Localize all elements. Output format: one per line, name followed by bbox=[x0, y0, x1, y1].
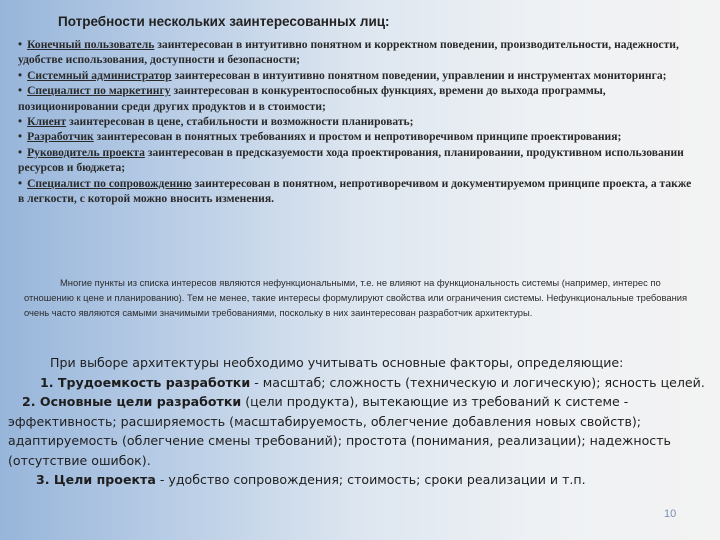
factor-1-label: 1. Трудоемкость разработки bbox=[40, 374, 251, 390]
stakeholder-interest: заинтересован в конкурентоспособных функциях, времени до выхода программы, позиционировании среди других продуктов и в стоимости; bbox=[18, 84, 606, 113]
factor-2-continuation: адаптируемость (облегчение смены требований); простота (понимания, реализации); надежность bbox=[8, 433, 671, 448]
bullet-icon: • bbox=[18, 145, 23, 159]
factor-1-text: - масштаб; сложность (техническую и логическую); ясность целей. bbox=[250, 374, 705, 390]
stakeholder-role: Системный администратор bbox=[27, 68, 172, 82]
factor-2-continuation: эффективность; расширяемость (масштабируемость, облегчение добавления новых свойств); bbox=[8, 413, 642, 429]
factor-2-label: 2. Основные цели разработки bbox=[22, 394, 242, 409]
stakeholder-interest: заинтересован в интуитивно понятном поведении, управлении и инструментах мониторинга; bbox=[171, 68, 667, 82]
stakeholder-role: Клиент bbox=[27, 115, 67, 129]
stakeholder-role: Специалист по сопровождению bbox=[27, 176, 192, 190]
list-item bbox=[18, 145, 694, 176]
factor-2-text: (цели продукта), вытекающие из требований к системе - bbox=[241, 394, 629, 409]
list-item bbox=[18, 129, 694, 144]
stakeholder-list bbox=[18, 37, 694, 206]
bullet-icon: • bbox=[18, 38, 23, 51]
page-number: 10 bbox=[664, 508, 677, 520]
bullet-icon: • bbox=[18, 115, 23, 129]
bullet-icon: • bbox=[18, 68, 23, 82]
bullet-icon: • bbox=[18, 176, 23, 190]
note-text: Многие пункты из списка интересов являются нефункциональными, т.е. не влияют на функциональность системы (например, интерес по отношению к цене и планированию). Тем не менее, такие интересы формулируют свойства или ограничения системы. Нефункциональные требования очень часто являются самыми значимыми требованиями, поскольку в них заинтересован разработчик архитектуры. bbox=[24, 277, 688, 318]
list-item bbox=[18, 68, 694, 83]
nonfunctional-note bbox=[24, 275, 696, 320]
list-item bbox=[18, 37, 694, 68]
stakeholder-role: Конечный пользователь bbox=[27, 38, 155, 51]
factors-intro: При выборе архитектуры необходимо учитывать основные факторы, определяющие: bbox=[50, 355, 624, 370]
bullet-icon: • bbox=[18, 84, 23, 98]
list-item bbox=[18, 83, 694, 114]
stakeholder-role: Специалист по маркетингу bbox=[27, 84, 171, 98]
bullet-icon: • bbox=[18, 130, 23, 144]
factor-3-text: - удобство сопровождения; стоимость; сроки реализации и т.п. bbox=[155, 472, 586, 487]
factor-2-continuation: (отсутствие ошибок). bbox=[8, 452, 151, 468]
slide-title: Потребности нескольких заинтересованных лиц: bbox=[58, 14, 390, 29]
factor-2 bbox=[8, 392, 710, 412]
list-item bbox=[18, 114, 694, 129]
factor-3-label: 3. Цели проекта bbox=[36, 472, 156, 487]
factor-3 bbox=[8, 470, 710, 490]
stakeholder-interest: заинтересован в цене, стабильности и возможности планировать; bbox=[66, 115, 414, 129]
stakeholder-interest: заинтересован в интуитивно понятном и корректном поведении, производительности, надежности, удобстве использования, доступности и безопасности; bbox=[18, 38, 679, 67]
stakeholder-interest: заинтересован в предсказуемости хода проектирования, планировании, продуктивном использовании ресурсов и бюджета; bbox=[18, 145, 684, 175]
stakeholder-role: Руководитель проекта bbox=[27, 145, 145, 159]
factor-1 bbox=[8, 373, 710, 393]
stakeholder-interest: заинтересован в понятных требованиях и простом и непротиворечивом принципе проектирования; bbox=[93, 130, 622, 144]
stakeholder-interest: заинтересован в понятном, непротиворечивом и документируемом принципе проекта, а также в легкости, с которой можно вносить изменения. bbox=[18, 176, 692, 206]
list-item bbox=[18, 176, 694, 207]
stakeholder-role: Разработчик bbox=[27, 130, 94, 144]
architecture-factors bbox=[8, 353, 710, 490]
